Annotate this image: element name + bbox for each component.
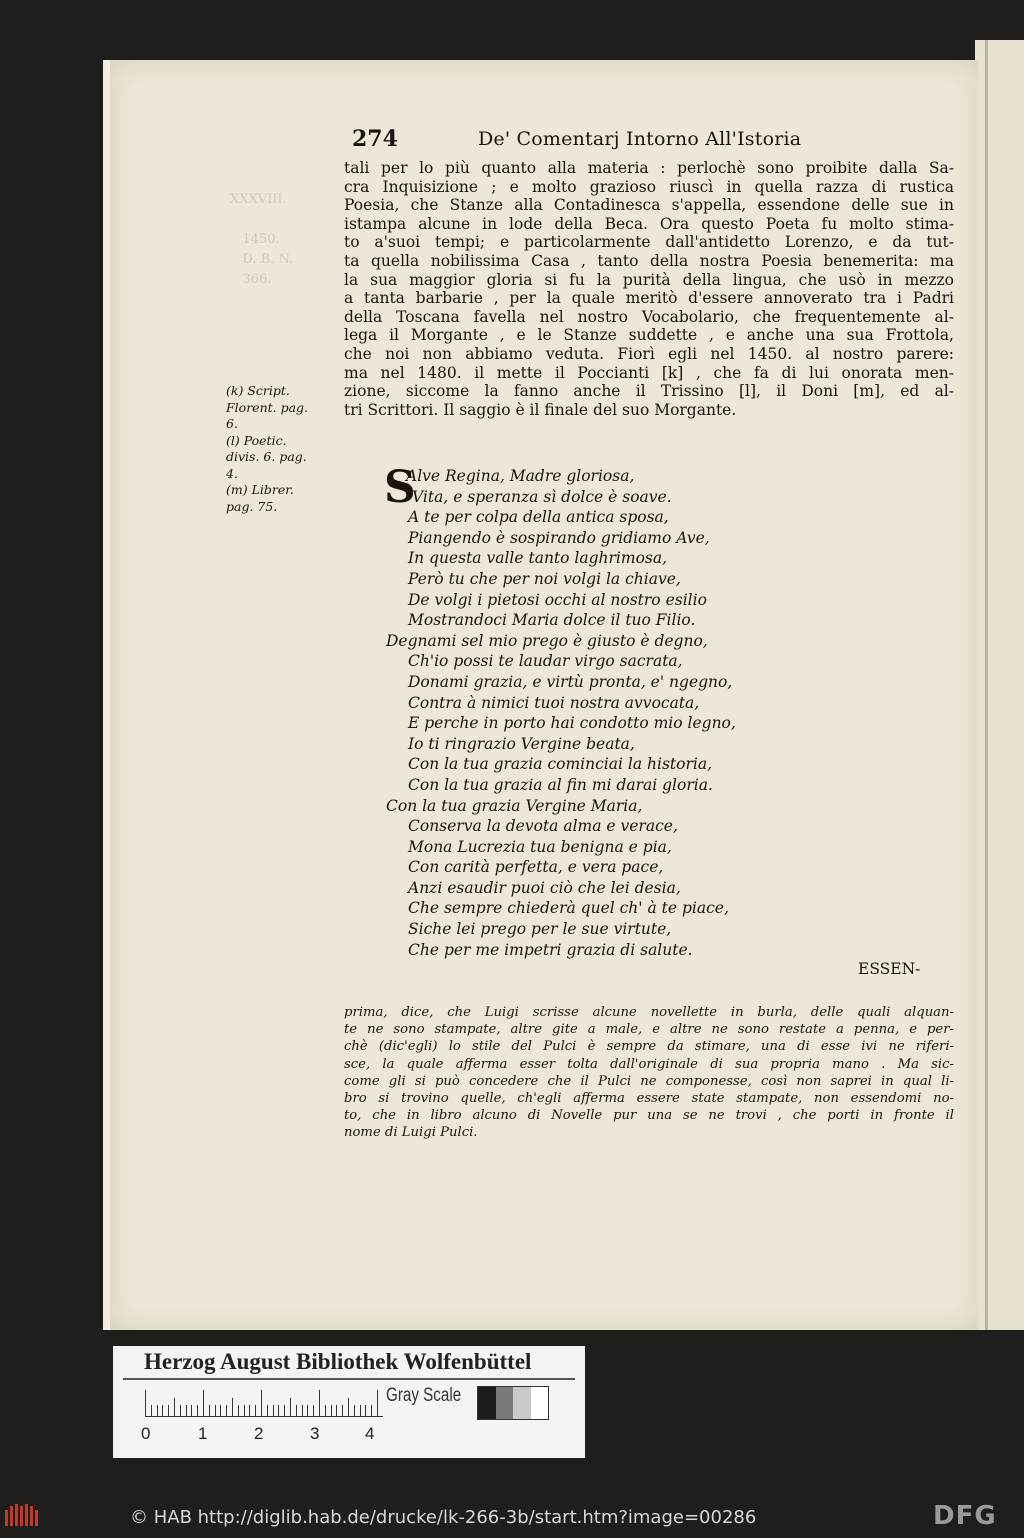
poem-line: Degnami sel mio prego è giusto è degno, xyxy=(386,631,708,650)
ruler-tick xyxy=(336,1405,337,1416)
ruler-tick xyxy=(348,1398,349,1416)
ruler-tick xyxy=(267,1405,268,1416)
text-line: della Toscana favella nel nostro Vocabolario, che frequentemente al- xyxy=(344,307,954,326)
footnote-line: sce, la quale afferma esser tolta dall'originale di sua propria mano . Ma sic- xyxy=(344,1056,954,1072)
text-line: ma nel 1480. il mette il Poccianti [k] , che fa di lui onorata men- xyxy=(344,363,954,382)
text-line: ta quella nobilissima Casa , tanto della nostra Poesia benemerita: ma xyxy=(344,251,954,270)
poem-line: Siche lei prego per le sue virtute, xyxy=(408,920,672,939)
ruler-tick xyxy=(220,1405,221,1416)
copyright-url: © HAB http://diglib.hab.de/drucke/lk-266-3b/start.htm?image=00286 xyxy=(130,1507,757,1528)
text-line: to a'suoi tempi; e particolarmente dall'antidetto Lorenzo, e da tut- xyxy=(344,233,954,252)
footnote-line: chè (dic'egli) lo stile del Pulci è sempre da stimare, una di esse ivi ne riferi- xyxy=(344,1039,954,1055)
footnote-line: prima, dice, che Luigi scrisse alcune novellette in burla, delle quali alquan- xyxy=(344,1005,954,1020)
poem-line: Contra à nimici tuoi nostra avvocata, xyxy=(408,693,700,712)
poem-line: Con carità perfetta, e vera pace, xyxy=(408,858,664,877)
text-line: zione, siccome la fanno anche il Trissino [l], il Doni [m], ed al- xyxy=(344,382,954,401)
ruler-tick xyxy=(197,1405,198,1416)
ruler-tick xyxy=(278,1405,279,1416)
ruler-tick xyxy=(232,1398,233,1416)
ruler-tick xyxy=(244,1405,245,1416)
ruler-tick xyxy=(273,1405,274,1416)
ruler-tick xyxy=(313,1405,314,1416)
poem-line: De volgi i pietosi occhi al nostro esilio xyxy=(408,590,707,609)
ruler-tick xyxy=(354,1405,355,1416)
poem-line: Ch'io possi te laudar virgo sacrata, xyxy=(408,652,683,671)
margin-note: divis. 6. pag. xyxy=(226,449,307,464)
poem-line: Che sempre chiederà quel ch' à te piace, xyxy=(408,899,729,918)
footnote-line: bro si trovino quelle, ch'egli afferma essere state stampate, non essendomi no- xyxy=(344,1090,954,1106)
footnote-text xyxy=(344,1004,954,1142)
card-divider xyxy=(123,1378,575,1380)
ruler-tick xyxy=(284,1405,285,1416)
margin-note: (m) Librer. xyxy=(226,482,294,497)
poem-line: Con la tua grazia al fin mi darai gloria. xyxy=(408,775,713,794)
scale-ruler xyxy=(145,1388,383,1417)
ruler-tick xyxy=(302,1405,303,1416)
ruler-tick xyxy=(296,1405,297,1416)
scale-number: 2 xyxy=(254,1424,264,1443)
drop-cap: S xyxy=(384,462,416,513)
margin-note: 6. xyxy=(226,416,238,431)
gray-swatch xyxy=(478,1387,496,1419)
poem-line: Che per me impetri grazia di salute. xyxy=(408,940,693,959)
text-line: la sua maggior gloria si fu la purità della lingua, che usò in mezzo xyxy=(344,270,954,289)
poem-line: Alve Regina, Madre gloriosa, xyxy=(406,467,635,485)
poem-line: Con la tua grazia cominciai la historia, xyxy=(408,755,712,774)
poem xyxy=(384,462,806,960)
text-line: lega il Morgante , e le Stanze suddette , e anche una sua Frottola, xyxy=(344,326,954,345)
ruler-tick xyxy=(261,1390,262,1416)
library-name: Herzog August Bibliothek Wolfenbüttel xyxy=(144,1349,532,1374)
poem-line: Con la tua grazia Vergine Maria, xyxy=(386,796,643,815)
ruler-tick xyxy=(151,1405,152,1416)
footnote-line: to, che in libro alcuno di Novelle pur una se ne trovi , che porti in fronte il xyxy=(344,1108,954,1124)
poem-line: Mostrandoci Maria dolce il tuo Filio. xyxy=(408,611,696,630)
adjacent-page-edge xyxy=(975,40,1024,1330)
poem-line: Donami grazia, e virtù pronta, e' ngegno, xyxy=(408,672,733,691)
ruler-tick xyxy=(307,1405,308,1416)
scale-number: 0 xyxy=(141,1424,151,1443)
ruler-tick xyxy=(215,1405,216,1416)
hab-logo-icon xyxy=(3,1502,43,1530)
gray-swatch xyxy=(496,1387,514,1419)
ruler-tick xyxy=(319,1390,320,1416)
ruler-tick xyxy=(249,1405,250,1416)
text-line: tali per lo più quanto alla materia : perlochè sono proibite dalla Sa- xyxy=(344,159,954,177)
footnote-line: come gli si può concedere che il Pulci ne componesse, così non saprei in qual li- xyxy=(344,1073,954,1089)
ruler-tick xyxy=(168,1405,169,1416)
poem-line: In questa valle tanto laghrimosa, xyxy=(408,549,668,568)
ruler-tick xyxy=(342,1405,343,1416)
poem-line: Conserva la devota alma e verace, xyxy=(408,817,678,836)
footnote-line: te ne sono stampate, altre gite a male, e altre ne sono restate a penna, e per- xyxy=(344,1022,954,1038)
margin-note: (k) Script. xyxy=(226,383,290,398)
ruler-tick xyxy=(191,1405,192,1416)
ruler-tick xyxy=(174,1398,175,1416)
ruler-tick xyxy=(360,1405,361,1416)
gray-scale-swatches xyxy=(477,1386,549,1420)
text-line: istampa alcune in lode della Beca. Ora questo Poeta fu molto stima- xyxy=(344,214,954,233)
running-head: De' Comentarj Intorno All'Istoria xyxy=(478,128,802,150)
gray-scale-label: Gray Scale xyxy=(386,1385,462,1406)
color-calibration-card xyxy=(113,1346,585,1458)
footnote-line: nome di Luigi Pulci. xyxy=(344,1125,478,1141)
gray-swatch xyxy=(513,1387,531,1419)
scale-number: 4 xyxy=(365,1424,375,1443)
ruler-tick xyxy=(331,1405,332,1416)
page-number: 274 xyxy=(352,126,398,152)
dfg-logo: DFG xyxy=(933,1501,997,1531)
marginal-notes xyxy=(226,383,346,515)
poem-line: E perche in porto hai condotto mio legno, xyxy=(408,714,736,733)
ruler-tick xyxy=(157,1405,158,1416)
catchword: ESSEN- xyxy=(858,960,921,978)
text-line: cra Inquisizione ; e molto grazioso riuscì in quella razza di rustica xyxy=(344,177,954,196)
ruler-tick xyxy=(203,1390,204,1416)
scale-number: 3 xyxy=(310,1424,320,1443)
ruler-tick xyxy=(238,1405,239,1416)
ruler-tick xyxy=(162,1405,163,1416)
text-line: che noi non abbiamo veduta. Fiorì egli nel 1450. al nostro parere: xyxy=(344,344,954,363)
ruler-tick xyxy=(325,1405,326,1416)
poem-line: Vita, e speranza sì dolce è soave. xyxy=(412,487,672,506)
ruler-tick xyxy=(255,1405,256,1416)
poem-line: Mona Lucrezia tua benigna e pia, xyxy=(408,837,672,856)
ruler-tick xyxy=(365,1405,366,1416)
ruler-tick xyxy=(377,1390,378,1416)
ruler-tick xyxy=(209,1405,210,1416)
show-through-left: XXXVIII. 1450. D. B. N. 366. xyxy=(230,192,294,287)
adjacent-page-shadow xyxy=(985,40,988,1330)
poem-line: Però tu che per noi volgi la chiave, xyxy=(408,569,681,588)
poem-line: Anzi esaudir puoi ciò che lei desia, xyxy=(408,878,681,897)
margin-note: Florent. pag. xyxy=(226,399,309,415)
margin-note: (l) Poetic. xyxy=(226,432,287,448)
scale-number: 1 xyxy=(198,1424,208,1443)
ruler-tick xyxy=(290,1398,291,1416)
ruler-tick xyxy=(186,1405,187,1416)
text-line: a tanta barbarie , per la quale meritò d'essere annoverato tra i Padri xyxy=(344,289,954,308)
ruler-tick xyxy=(371,1405,372,1416)
margin-note: 4. xyxy=(226,465,238,481)
page-header xyxy=(340,126,940,158)
gray-swatch xyxy=(531,1387,549,1419)
ruler-tick xyxy=(226,1405,227,1416)
poem-line: A te per colpa della antica sposa, xyxy=(408,508,669,527)
ruler-tick xyxy=(145,1390,146,1416)
margin-note: pag. 75. xyxy=(226,498,278,514)
ruler-tick xyxy=(180,1405,181,1416)
poem-line: Io ti ringrazio Vergine beata, xyxy=(408,734,635,753)
main-text xyxy=(344,159,954,419)
text-line: tri Scrittori. Il saggio è il finale del suo Morgante. xyxy=(344,400,737,419)
poem-line: Piangendo è sospirando gridiamo Ave, xyxy=(408,528,710,547)
text-line: Poesia, che Stanze alla Contadinesca s'appella, essendone delle sue in xyxy=(344,196,954,215)
